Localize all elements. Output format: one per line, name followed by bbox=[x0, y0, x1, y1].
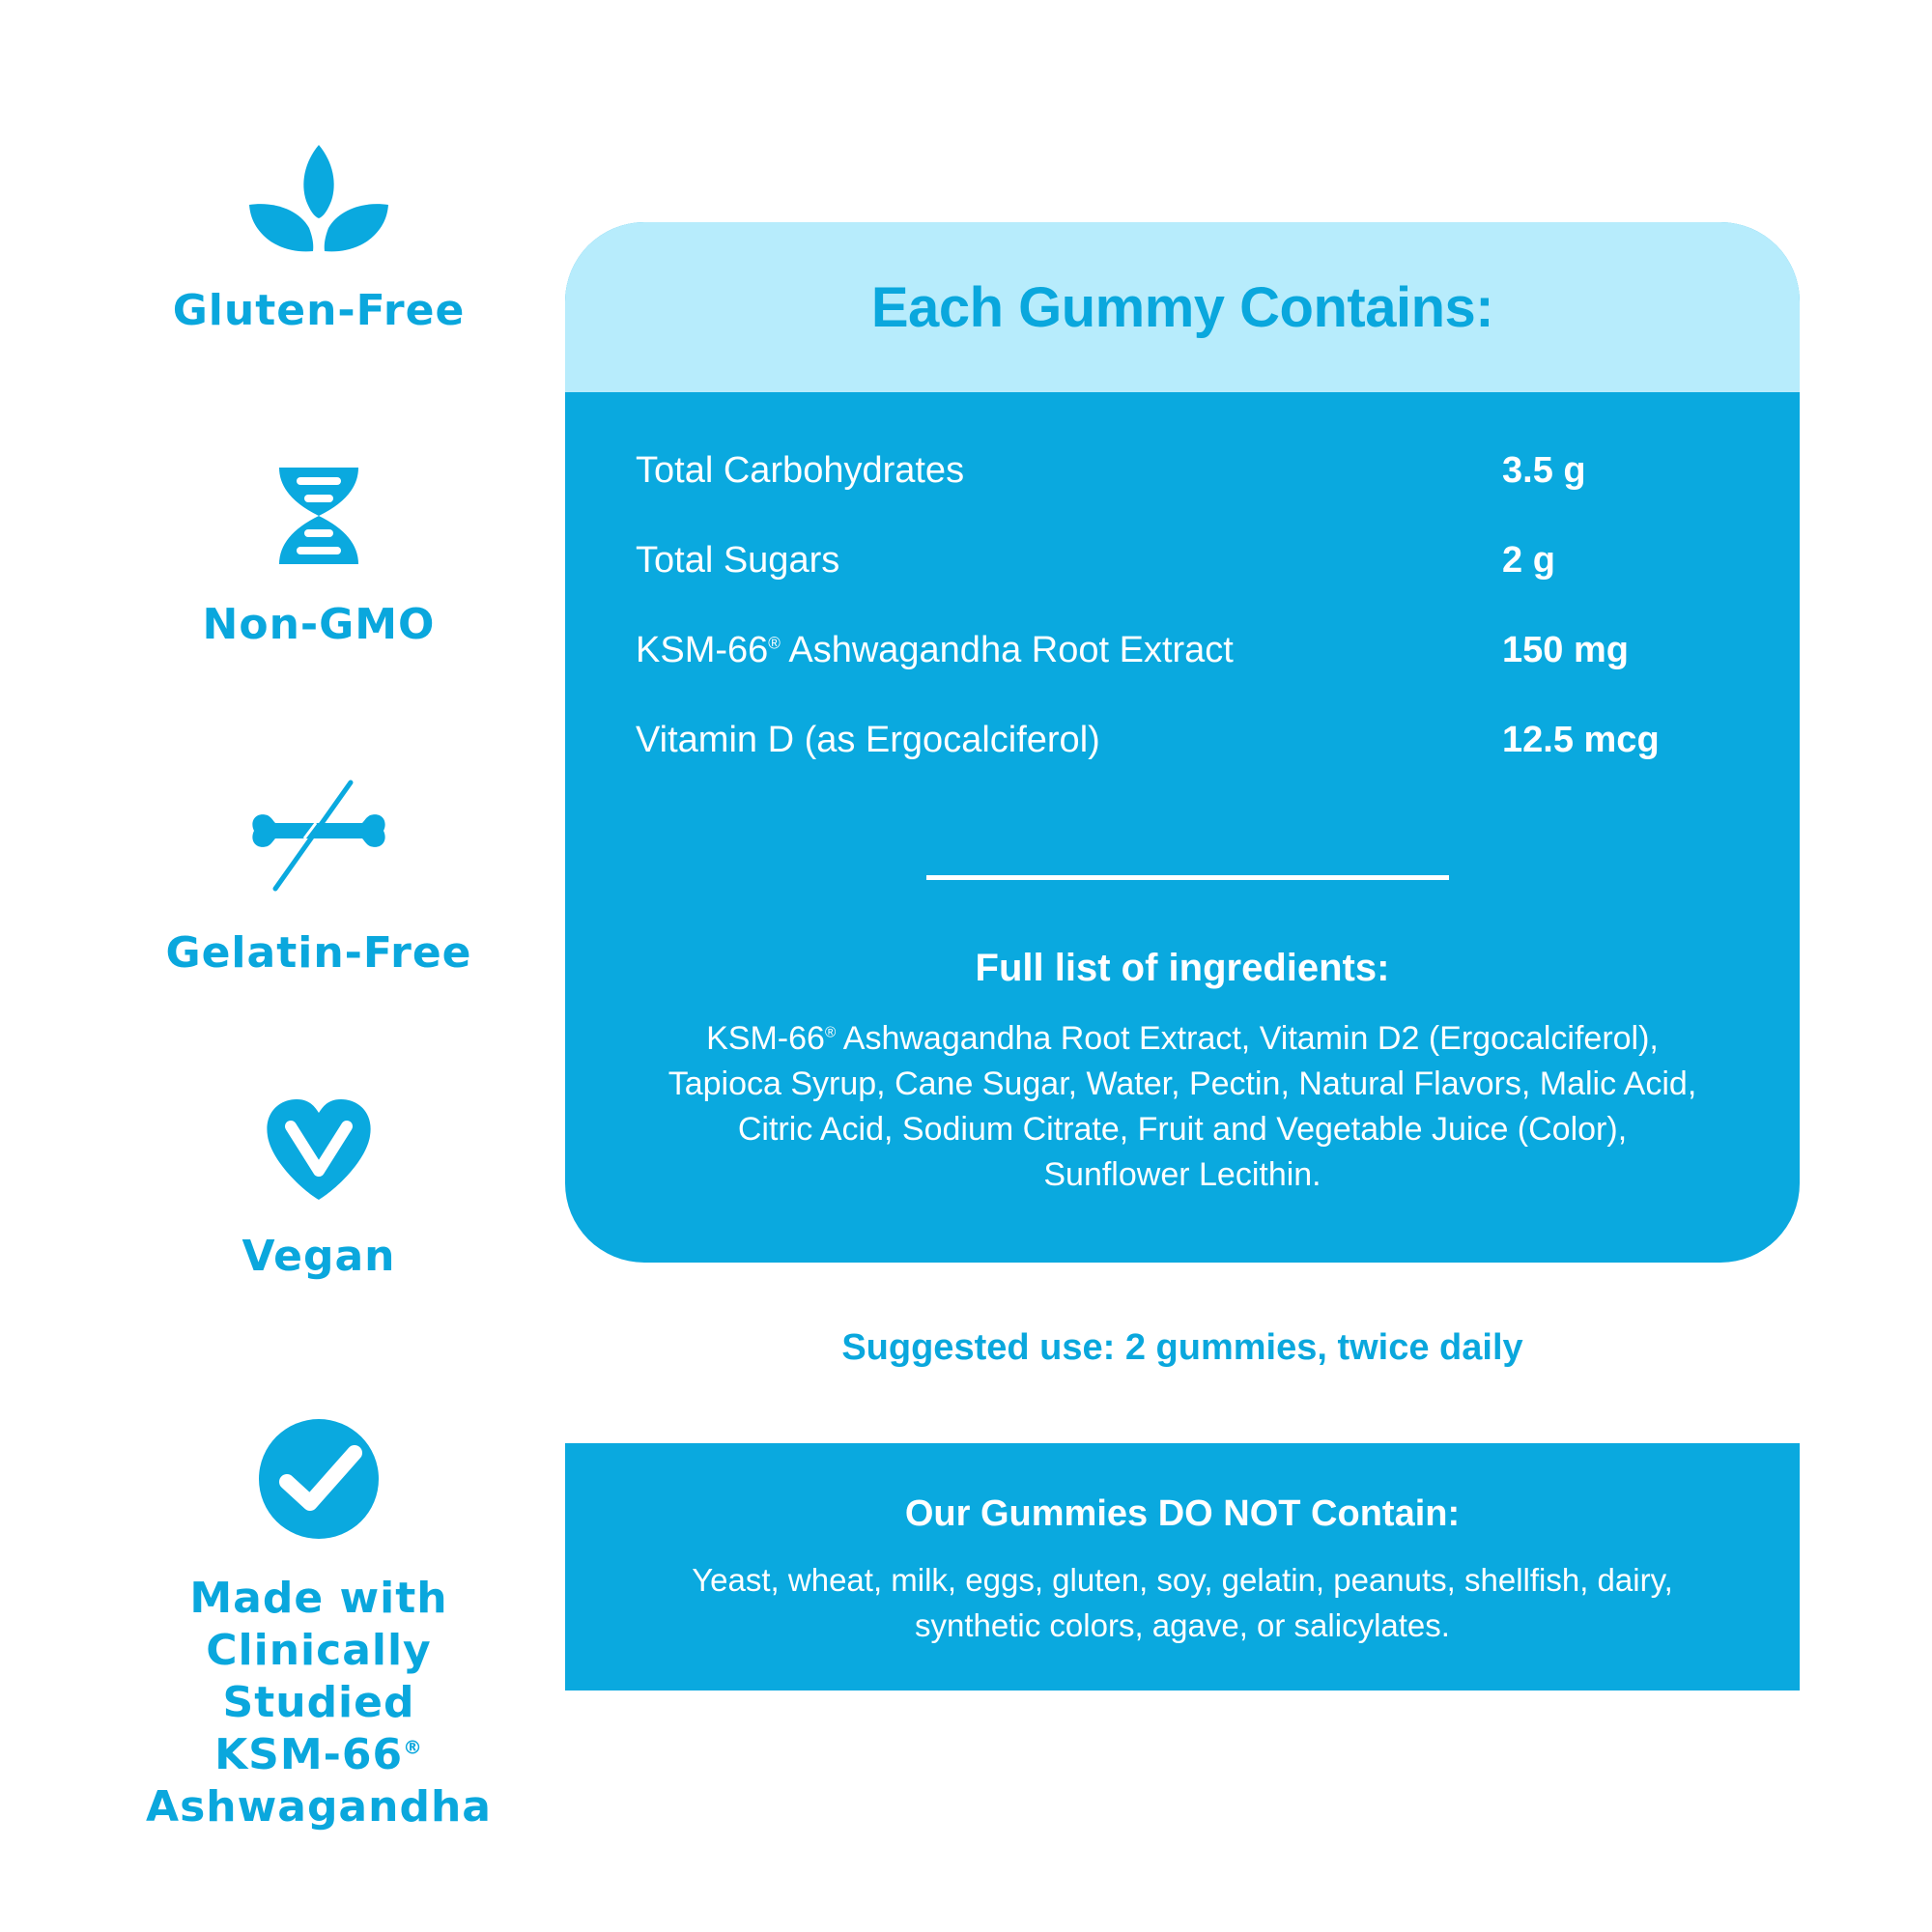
does-not-contain-line: synthetic colors, agave, or salicylates. bbox=[915, 1607, 1450, 1643]
badge-label: Gluten-Free bbox=[172, 286, 466, 335]
nutrition-row bbox=[636, 720, 1737, 810]
badge-clinically-studied bbox=[106, 1418, 531, 1833]
does-not-contain-title: Our Gummies DO NOT Contain: bbox=[904, 1493, 1461, 1534]
ingredients-line bbox=[604, 1016, 1761, 1062]
nutrient-name: Vitamin D (as Ergocalciferol) bbox=[636, 720, 1100, 760]
ingredients-line: Tapioca Syrup, Cane Sugar, Water, Pectin, Natural Flavors, Malic Acid, bbox=[668, 1065, 1697, 1102]
badge-label-block bbox=[106, 1573, 531, 1833]
registered-mark: ® bbox=[824, 1024, 837, 1041]
nutrient-name-rest: Ashwagandha Root Extract bbox=[780, 630, 1234, 670]
registered-mark: ® bbox=[768, 634, 781, 653]
badge-label: Gelatin-Free bbox=[165, 928, 472, 978]
badge-label-line: Clinically Studied bbox=[206, 1626, 432, 1727]
ingredients-list bbox=[604, 1016, 1761, 1198]
nutrition-row bbox=[636, 540, 1737, 630]
badge-label: Vegan bbox=[242, 1232, 396, 1281]
nutrition-row bbox=[636, 450, 1737, 540]
ksm-text: KSM-66 bbox=[706, 1020, 825, 1057]
check-circle-icon bbox=[258, 1418, 380, 1540]
does-not-contain-list bbox=[623, 1557, 1742, 1648]
nutrient-value: 2 g bbox=[1502, 540, 1555, 581]
divider bbox=[926, 875, 1449, 880]
nutrient-value: 3.5 g bbox=[1502, 450, 1586, 491]
gummy-contents-card bbox=[565, 222, 1800, 1263]
ingredients-line: Sunflower Lecithin. bbox=[1043, 1156, 1321, 1193]
badge-label: Non-GMO bbox=[202, 600, 436, 649]
ingredients-text: Ashwagandha Root Extract, Vitamin D2 (Ergocalciferol), bbox=[836, 1020, 1659, 1057]
badge-vegan bbox=[106, 1097, 531, 1283]
does-not-contain-box bbox=[565, 1443, 1800, 1690]
nutrient-name bbox=[636, 630, 1234, 671]
card-header bbox=[565, 222, 1800, 392]
does-not-contain-line: Yeast, wheat, milk, eggs, gluten, soy, gelatin, peanuts, shellfish, dairy, bbox=[692, 1562, 1673, 1598]
v-heart-icon bbox=[264, 1097, 374, 1202]
ingredients-title: Full list of ingredients: bbox=[975, 947, 1390, 989]
crossed-bone-icon bbox=[246, 779, 391, 893]
badge-label-line: Ashwagandha bbox=[146, 1782, 492, 1832]
badge-gelatin-free bbox=[106, 779, 531, 980]
dna-icon bbox=[275, 464, 362, 568]
badge-gluten-free bbox=[106, 143, 531, 337]
ksm-text: KSM-66 bbox=[214, 1730, 404, 1779]
badge-non-gmo bbox=[106, 464, 531, 651]
registered-mark: ® bbox=[403, 1736, 423, 1759]
nutrition-rows bbox=[636, 450, 1737, 810]
nutrition-row bbox=[636, 630, 1737, 720]
suggested-use: Suggested use: 2 gummies, twice daily bbox=[841, 1327, 1523, 1368]
ingredients-line: Citric Acid, Sodium Citrate, Fruit and Vegetable Juice (Color), bbox=[737, 1111, 1628, 1148]
nutrient-name: Total Sugars bbox=[636, 540, 840, 581]
nutrient-value: 12.5 mcg bbox=[1502, 720, 1660, 760]
nutrient-value: 150 mg bbox=[1502, 630, 1629, 670]
card-title: Each Gummy Contains: bbox=[870, 275, 1494, 339]
badge-label-line bbox=[106, 1729, 531, 1781]
leaves-icon bbox=[246, 143, 391, 254]
ksm-text: KSM-66 bbox=[636, 630, 769, 670]
nutrient-name: Total Carbohydrates bbox=[636, 450, 965, 491]
badge-label-line: Made with bbox=[189, 1574, 448, 1623]
